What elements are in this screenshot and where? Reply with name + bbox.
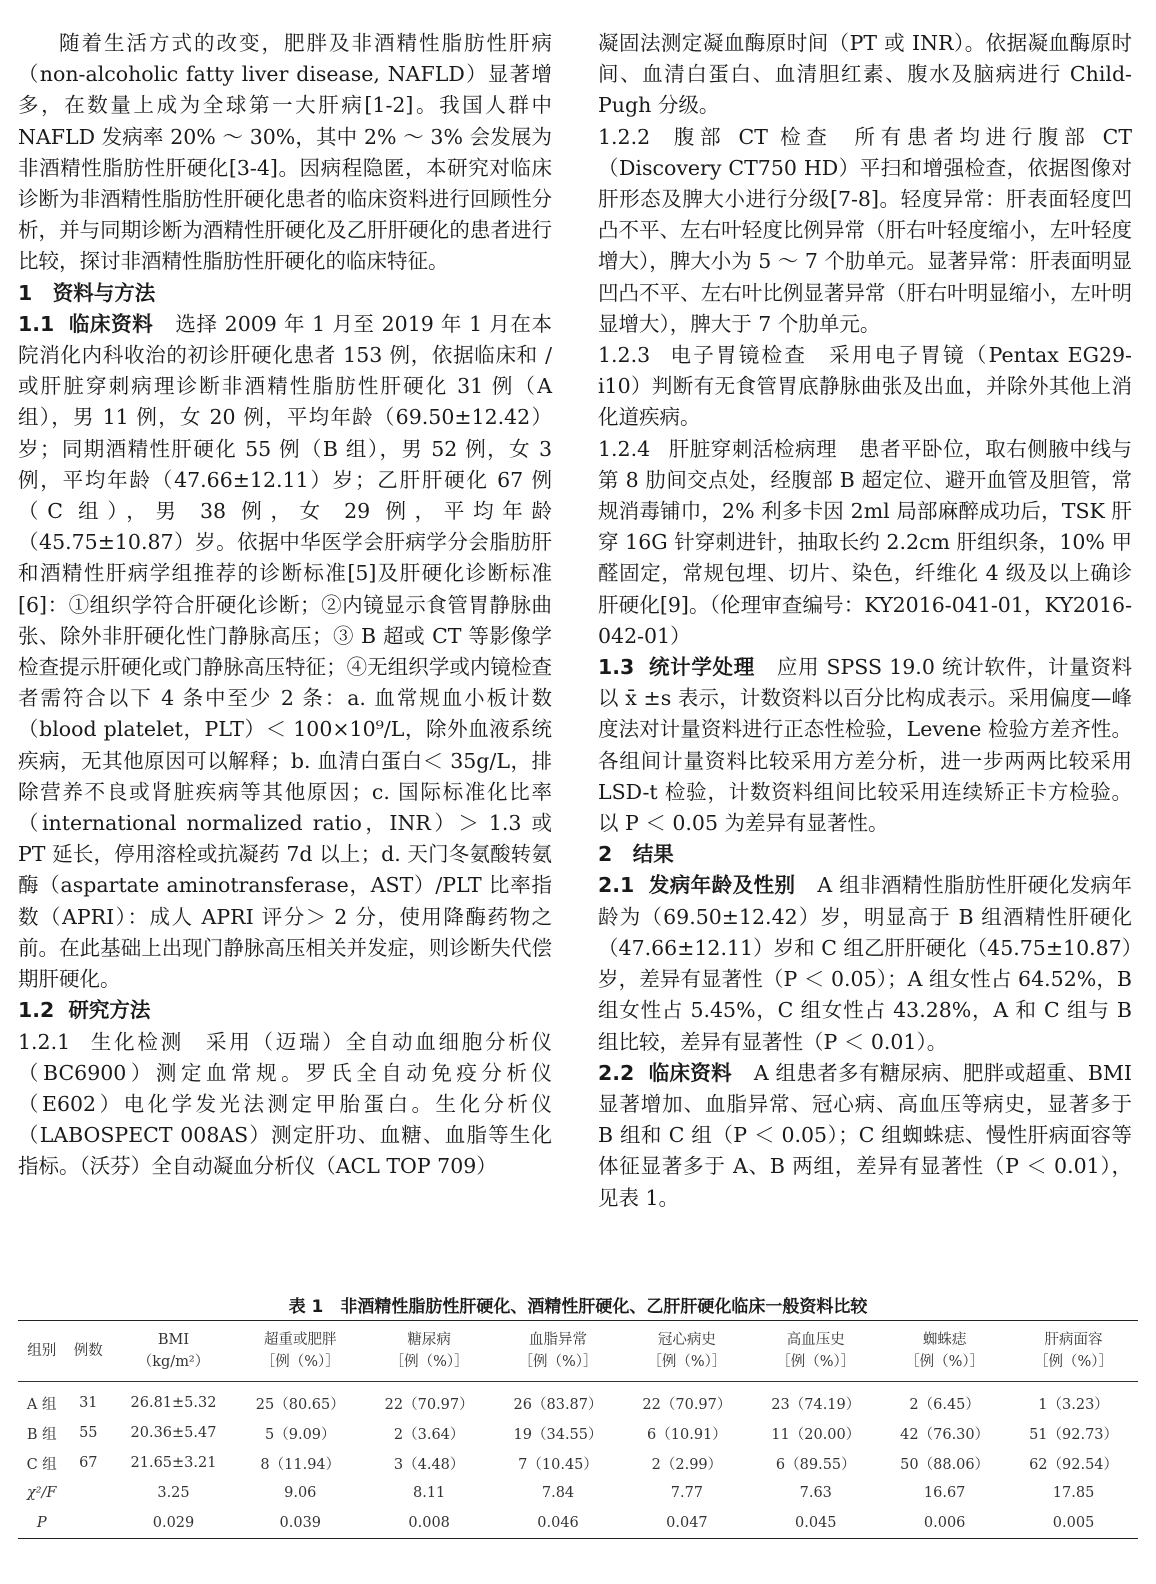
header-label: 超重或肥胖 — [264, 1332, 337, 1348]
header-unit: （kg/m²） — [137, 1354, 210, 1370]
table-cell — [65, 1508, 111, 1539]
section-1-3-number: 1.3 — [598, 655, 635, 680]
section-2-heading: 2 结果 — [598, 842, 674, 867]
table-cell: 8（11.94） — [260, 1456, 341, 1473]
intro-paragraph: 随着生活方式的改变，肥胖及非酒精性脂肪性肝病（non-alcoholic fatty liver disease, NAFLD）显著增多，在数量上成为全球第一大肝病[1-2]。我国人群中 NAFLD 发病率 20% ～ 30%，其中 2% ～ 3% 会发展为非酒精性脂肪性肝硬化[3-4]。因病程隐匿，本研究对临床诊断为非酒精性脂肪性肝硬化患者的临床资料进行回顾性分析，并与同期诊断为酒精性肝硬化及乙肝肝硬化的患者进行比较，探讨非酒精性脂肪性肝硬化的临床特征。 — [18, 31, 552, 274]
table-cell: 3.25 — [157, 1485, 190, 1501]
table-body — [18, 1382, 1138, 1539]
table-cell: 25（80.65） — [255, 1396, 345, 1413]
table-header-cell — [65, 1321, 111, 1382]
table-cell: 7.77 — [670, 1485, 704, 1501]
table-cell — [65, 1478, 111, 1508]
table-cell: 50（88.06） — [900, 1456, 990, 1473]
section-1-2-2-body: 所有患者均进行腹部 CT（Discovery CT750 HD）平扫和增强检查，依据图像对肝形态及脾大小进行分级[7-8]。轻度异常：肝表面轻度凹凸不平、左右叶轻度比例异常（肝右叶轻度缩小，左叶轻度增大），脾大小为 5 ～ 7 个肋单元。显著异常：肝表面明显凹凸不平、左右叶比例显著异常（肝右叶明显缩小，左叶明显增大），脾大于 7 个肋单元。 — [598, 124, 1132, 336]
section-1-1-paragraph — [18, 309, 552, 995]
table-row — [18, 1448, 1138, 1478]
right-column — [598, 28, 1132, 1214]
table-cell: 17.85 — [1052, 1485, 1095, 1501]
table-header-cell — [365, 1321, 494, 1382]
table-header-cell — [236, 1321, 365, 1382]
table-cell: 0.006 — [880, 1508, 1009, 1539]
table-row — [18, 1508, 1138, 1539]
table-cell: 0.046 — [494, 1508, 623, 1539]
table-cell: 6（89.55） — [775, 1456, 856, 1473]
section-1-2-1-continued: 凝固法测定凝血酶原时间（PT 或 INR）。依据凝血酶原时间、血清白蛋白、血清胆红素、腹水及脑病进行 Child-Pugh 分级。 — [598, 31, 1132, 118]
section-2-2-paragraph — [598, 1058, 1132, 1214]
section-1-3-body: 应用 SPSS 19.0 统计软件，计量资料以 x̄ ±s 表示，计数资料以百分比构成表示。采用偏度—峰度法对计量资料进行正态性检验，Levene 检验方差齐性。各组间计量资料比较采用方差分析，进一步两两比较采用 LSD-t 检验，计数资料组间比较采用连续矫正卡方检验。以 P ＜ 0.05 为差异有显著性。 — [598, 655, 1132, 836]
section-1-2-1-paragraph — [18, 1027, 552, 1183]
section-1-2-3-title: 电子胃镜检查 — [668, 343, 808, 368]
table-cell: 0.047 — [622, 1508, 751, 1539]
table-cell: 19（34.55） — [513, 1426, 603, 1443]
header-label: 高血压史 — [786, 1332, 845, 1348]
section-1-2-heading — [18, 995, 552, 1026]
table-header-cell — [111, 1321, 236, 1382]
table-row — [18, 1418, 1138, 1448]
table-cell: 55 — [79, 1425, 98, 1441]
table-cell: 3（4.48） — [393, 1456, 465, 1473]
header-label: 例数 — [73, 1343, 103, 1359]
table-cell: 6（10.91） — [647, 1426, 727, 1443]
section-1-2-4-body: 患者平卧位，取右侧腋中线与第 8 肋间交点处，经腹部 B 超定位、避开血管及胆管，常规消毒铺巾，2% 利多卡因 2ml 局部麻醉成功后，TSK 肝穿 16G 针穿刺进针，抽取长约 2.2cm 肝组织条，10% 甲醛固定，常规包埋、切片、染色，纤维化 4 级及以上确诊肝硬化[9]。（伦理审查编号：KY2016-041-01，KY2016-042-01） — [598, 436, 1133, 648]
table-header-cell — [494, 1321, 623, 1382]
table-cell: 11（20.00） — [771, 1426, 861, 1443]
table-cell: 22（70.97） — [642, 1396, 732, 1413]
header-unit: ［例（%）］ — [776, 1354, 856, 1370]
table-cell: 16.67 — [923, 1485, 966, 1501]
section-2-1-body: A 组非酒精性脂肪性肝硬化发病年龄为（69.50±12.42）岁，明显高于 B 组酒精性肝硬化（47.66±12.11）岁和 C 组乙肝肝硬化（45.75±10.87）岁，差异有显著性（P ＜ 0.05）；A 组女性占 64.52%，B 组女性占 5.45%，C 组女性占 43.28%，A 和 C 组与 B 组比较，差异有显著性（P ＜ 0.01）。 — [598, 873, 1133, 1054]
table-cell: P — [18, 1508, 65, 1539]
table-cell: 2（2.99） — [651, 1456, 723, 1473]
table-cell: 9.06 — [284, 1485, 317, 1501]
section-2-2-body: A 组患者多有糖尿病、肥胖或超重、BMI 显著增加、血脂异常、冠心病、高血压等病史，显著多于 B 组和 C 组（P ＜ 0.05）；C 组蜘蛛痣、慢性肝病面容等体征显著多于 A、B 两组，差异有显著性（P ＜ 0.01），见表 1。 — [598, 1060, 1132, 1210]
section-1-1-body: 选择 2009 年 1 月至 2019 年 1 月在本院消化内科收治的初诊肝硬化患者 153 例，依据临床和 / 或肝脏穿刺病理诊断非酒精性脂肪性肝硬化 31 例（A 组），男 11 例，女 20 例，平均年龄（69.50±12.42）岁；同期酒精性肝硬化 55 例（B 组），男 52 例，女 3 例，平均年龄（47.66±12.11）岁；乙肝肝硬化 67 例（C 组），男 38 例，女 29 例，平均年龄（45.75±10.87）岁。依据中华医学会肝病学分会脂肪肝和酒精性肝病学组推荐的诊断标准[5]及肝硬化诊断标准[6]：①组织学符合肝硬化诊断；②内镜显示食管胃静脉曲张、除外非肝硬化性门静脉高压；③ B 超或 CT 等影像学检查提示肝硬化或门静脉高压特征；④无组织学或内镜检查者需符合以下 4 条中至少 2 条：a. 血常规血小板计数（blood platelet，PLT）＜ 100×10⁹/L，除外血液系统疾病，无其他原因可以解释；b. 血清白蛋白＜ 35g/L，排除营养不良或肾脏疾病等其他原因；c. 国际标准化比率（international normalized ratio，INR）＞ 1.3 或 PT 延长，停用溶栓或抗凝药 7d 以上；d. 天门冬氨酸转氨酶（aspartate aminotransferase，AST）/PLT 比率指数（APRI）：成人 APRI 评分＞ 2 分，使用降酶药物之前。在此基础上出现门静脉高压相关并发症，则诊断失代偿期肝硬化。 — [18, 311, 553, 992]
table-cell: 2（3.64） — [393, 1426, 465, 1443]
table-cell: B 组 — [26, 1426, 57, 1443]
table-cell: 51（92.73） — [1029, 1426, 1119, 1443]
table-header-cell — [622, 1321, 751, 1382]
section-1-2-title: 研究方法 — [68, 998, 151, 1023]
section-1-3-paragraph — [598, 652, 1132, 839]
section-1-1-title: 临床资料 — [68, 311, 154, 336]
section-1-2-3-paragraph — [598, 340, 1132, 434]
left-column — [18, 28, 552, 1183]
section-1-heading: 1 资料与方法 — [18, 280, 156, 305]
table-cell: 5（9.09） — [265, 1426, 336, 1443]
section-1-2-2-number: 1.2.2 — [598, 124, 651, 149]
section-1-2-3-number: 1.2.3 — [598, 343, 651, 368]
header-unit: ［例（%）］ — [389, 1354, 469, 1370]
table-header-cell — [751, 1321, 880, 1382]
header-label: 蜘蛛痣 — [922, 1332, 967, 1348]
table-cell: 26.81±5.32 — [130, 1395, 217, 1411]
section-1-2-2-paragraph — [598, 122, 1132, 340]
table-cell: 31 — [79, 1395, 98, 1411]
header-unit: ［例（%）］ — [647, 1354, 727, 1370]
table-cell: 62（92.54） — [1029, 1456, 1119, 1473]
table-cell: 8.11 — [413, 1485, 446, 1501]
table-cell: 23（74.19） — [771, 1396, 861, 1413]
table-cell: 20.36±5.47 — [130, 1425, 217, 1441]
section-1-2-number: 1.2 — [18, 998, 55, 1023]
section-2-1-paragraph — [598, 870, 1132, 1057]
table-cell: 7（10.45） — [518, 1456, 598, 1473]
section-1-2-1-number: 1.2.1 — [18, 1029, 71, 1054]
table-header-row — [18, 1321, 1138, 1382]
section-1-2-1-title: 生化检测 — [88, 1029, 184, 1054]
table-cell: 26（83.87） — [513, 1396, 603, 1413]
section-2-2-number: 2.2 — [598, 1060, 635, 1085]
section-2-1-number: 2.1 — [598, 873, 635, 898]
table-cell: 0.045 — [751, 1508, 880, 1539]
header-unit: ［例（%）］ — [1034, 1354, 1114, 1370]
header-label: BMI — [157, 1332, 190, 1348]
table-header-cell — [1009, 1321, 1138, 1382]
table-cell: 7.63 — [799, 1485, 832, 1501]
table-header-cell — [880, 1321, 1009, 1382]
header-label: 组别 — [27, 1343, 57, 1359]
header-label: 糖尿病 — [407, 1332, 451, 1348]
section-1-1-number: 1.1 — [18, 311, 55, 336]
table-cell: 0.008 — [365, 1508, 494, 1539]
table-row — [18, 1382, 1138, 1419]
header-unit: ［例（%）］ — [518, 1354, 598, 1370]
table-cell: C 组 — [26, 1456, 57, 1473]
table-cell: χ²/F — [26, 1485, 57, 1501]
section-1-2-2-title: 腹部 CT 检查 — [668, 124, 833, 149]
section-1-3-title: 统计学处理 — [648, 655, 755, 680]
header-label: 冠心病史 — [657, 1332, 716, 1348]
section-1-2-4-paragraph — [598, 434, 1132, 652]
section-2-2-title: 临床资料 — [648, 1060, 732, 1085]
table-cell: 67 — [79, 1455, 98, 1471]
clinical-data-table — [18, 1320, 1138, 1539]
section-1-2-4-number: 1.2.4 — [598, 436, 651, 461]
section-1-2-3-body: 采用电子胃镜（Pentax EG29-i10）判断有无食管胃底静脉曲张及出血，并除外其他上消化道疾病。 — [598, 343, 1132, 430]
table-cell: 42（76.30） — [900, 1426, 990, 1443]
table-caption: 表 1 非酒精性脂肪性肝硬化、酒精性肝硬化、乙肝肝硬化临床一般资料比较 — [288, 1297, 868, 1317]
table-cell: 0.005 — [1009, 1508, 1138, 1539]
table-row — [18, 1478, 1138, 1508]
header-unit: ［例（%）］ — [260, 1354, 340, 1370]
section-1-2-4-title: 肝脏穿刺活检病理 — [668, 436, 838, 461]
header-unit: ［例（%）］ — [905, 1354, 985, 1370]
section-2-1-title: 发病年龄及性别 — [648, 873, 796, 898]
table-cell: 22（70.97） — [384, 1396, 474, 1413]
table-header-cell — [18, 1321, 65, 1382]
table-cell: 0.029 — [111, 1508, 236, 1539]
table-cell: 2（6.45） — [909, 1396, 980, 1413]
table-cell: 0.039 — [236, 1508, 365, 1539]
header-label: 血脂异常 — [529, 1332, 588, 1348]
table-cell: 7.84 — [541, 1485, 575, 1501]
table-cell: 1（3.23） — [1038, 1396, 1109, 1413]
section-1-2-1-body: 采用（迈瑞）全自动血细胞分析仪（BC6900）测定血常规。罗氏全自动免疫分析仪（E602）电化学发光法测定甲胎蛋白。生化分析仪（LABOSPECT 008AS）测定肝功、血糖、血脂等生化指标。（沃芬）全自动凝血分析仪（ACL TOP 709） — [18, 1029, 553, 1179]
header-label: 肝病面容 — [1044, 1332, 1103, 1348]
table-cell: 21.65±3.21 — [130, 1455, 217, 1471]
table-cell: A 组 — [26, 1396, 57, 1413]
